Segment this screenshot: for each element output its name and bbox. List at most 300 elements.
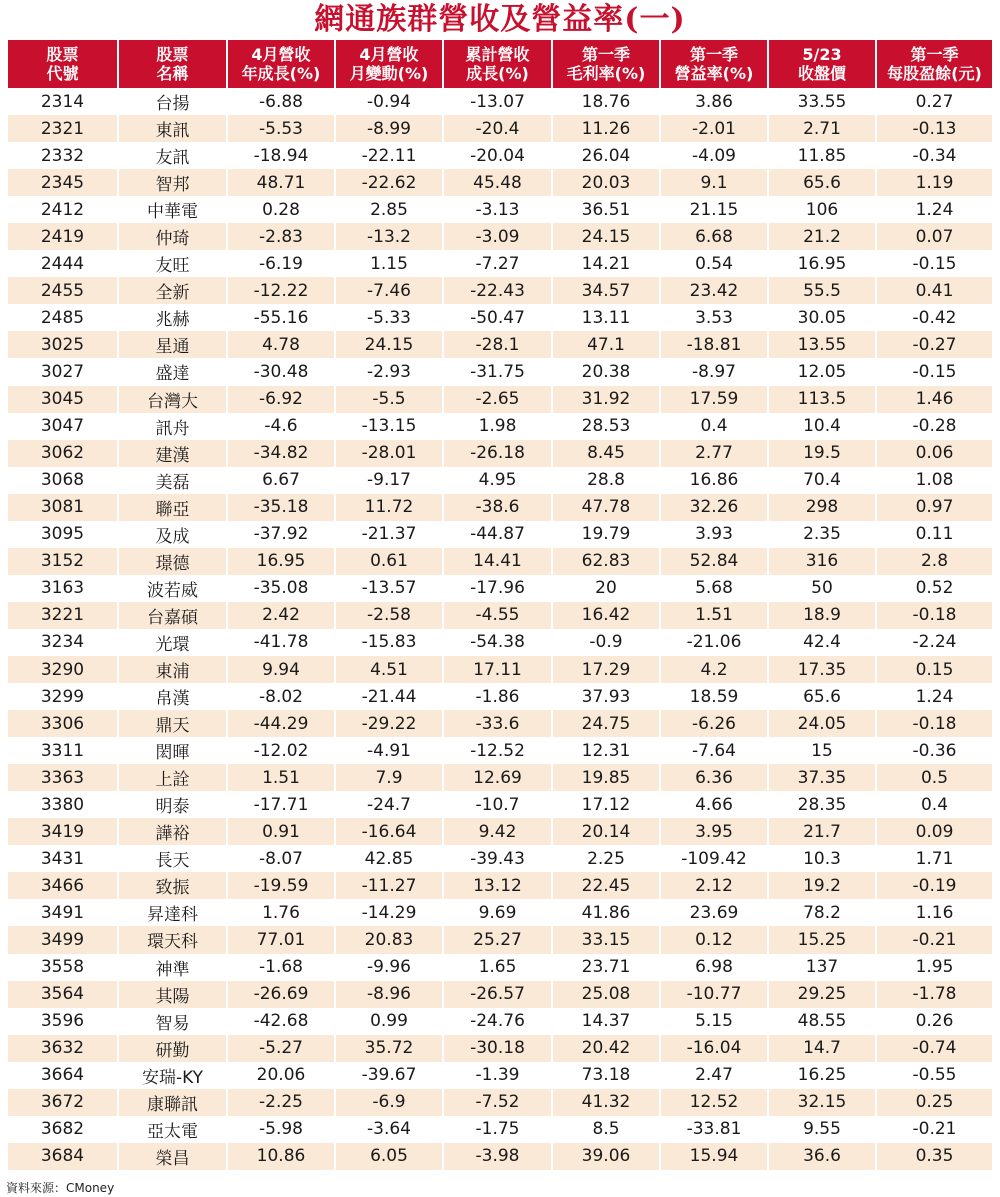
cell-stock-name: 友旺 [118,250,227,277]
table-row [8,764,992,791]
cell-april-revenue-yoy: -5.98 [227,1116,335,1143]
cell-q1-operating-margin: 2.12 [660,872,768,899]
cell-april-revenue-yoy: 4.78 [227,331,335,358]
cell-cumulative-revenue-growth: -1.39 [443,1062,552,1089]
cell-cumulative-revenue-growth: -7.27 [443,250,552,277]
cell-q1-eps: -1.78 [876,981,992,1008]
cell-april-revenue-yoy: -12.22 [227,277,335,304]
cell-april-revenue-mom: -22.62 [335,169,443,196]
cell-closing-price: 10.3 [768,845,876,872]
cell-stock-name: 及成 [118,521,227,548]
cell-stock-name: 台灣大 [118,386,227,413]
cell-april-revenue-yoy: -30.48 [227,358,335,385]
cell-cumulative-revenue-growth: -31.75 [443,358,552,385]
cell-stock-code: 3299 [40,686,85,707]
cell-stock-name: 昇達科 [118,899,227,926]
table-row [8,223,992,250]
cell-q1-eps: 0.15 [876,656,992,683]
cell-stock-name: 亞太電 [118,1116,227,1143]
cell-stock-code: 3221 [8,602,118,629]
cell-closing-price: 48.55 [768,1008,876,1035]
cell-q1-operating-margin: 16.86 [660,467,768,494]
table-row [8,1035,992,1062]
cell-closing-price: 13.55 [768,331,876,358]
header-closing-price: 5/23 收盤價 [768,40,876,88]
cell-stock-code: 3363 [8,764,118,791]
cell-stock-name: 美磊 [118,467,227,494]
cell-stock-code: 3499 [8,926,118,953]
cell-april-revenue-yoy: 48.71 [227,169,335,196]
cell-closing-price: 21.2 [768,223,876,250]
cell-april-revenue-mom: -14.29 [335,899,443,926]
cell-april-revenue-yoy: -2.25 [227,1089,335,1116]
cell-stock-code: 3025 [8,331,118,358]
cell-closing-price: 2.35 [768,521,876,548]
table-row [8,386,992,413]
table-header-row [8,40,992,88]
cell-april-revenue-yoy: 1.76 [227,899,335,926]
table-row [8,602,992,629]
cell-q1-operating-margin: 6.36 [660,764,768,791]
cell-stock-name: 上詮 [118,764,227,791]
cell-april-revenue-mom: 0.99 [335,1008,443,1035]
cell-q1-eps: 0.5 [876,764,992,791]
cell-april-revenue-yoy: 20.06 [227,1062,335,1089]
table-row [8,467,992,494]
table-row [8,737,992,764]
cell-cumulative-revenue-growth: -20.04 [443,142,552,169]
cell-q1-operating-margin: 52.84 [660,548,768,575]
cell-closing-price: 70.4 [768,467,876,494]
cell-closing-price: 15.25 [768,926,876,953]
cell-q1-gross-margin: 19.79 [552,521,660,548]
cell-stock-name: 明泰 [118,791,227,818]
cell-april-revenue-yoy: -6.92 [227,386,335,413]
cell-q1-operating-margin: 18.59 [660,683,768,710]
cell-q1-eps: 0.09 [876,818,992,845]
table-row [8,494,992,521]
cell-q1-gross-margin: 20 [552,575,660,602]
cell-stock-code: 3306 [8,710,118,737]
cell-april-revenue-mom: -0.94 [335,88,443,115]
cell-cumulative-revenue-growth: 45.48 [443,169,552,196]
cell-stock-code: 3380 [40,794,85,815]
cell-closing-price: 55.5 [768,277,876,304]
cell-april-revenue-mom: -13.15 [335,413,443,440]
cell-april-revenue-yoy: 9.94 [227,656,335,683]
cell-april-revenue-mom: -4.91 [335,737,443,764]
cell-q1-gross-margin: 16.42 [552,602,660,629]
cell-q1-gross-margin: 8.5 [552,1116,660,1143]
cell-q1-eps: 1.46 [876,386,992,413]
cell-q1-gross-margin: 20.14 [552,818,660,845]
cell-q1-gross-margin: 14.37 [552,1008,660,1035]
table-row [8,196,992,223]
cell-closing-price: 28.35 [768,791,876,818]
cell-stock-name: 帛漢 [118,683,227,710]
cell-april-revenue-yoy: -8.07 [227,845,335,872]
cell-cumulative-revenue-growth: -4.55 [443,602,552,629]
cell-q1-operating-margin: 3.86 [660,88,768,115]
cell-q1-operating-margin: -2.01 [660,115,768,142]
cell-cumulative-revenue-growth: 9.69 [443,899,552,926]
cell-stock-code: 2321 [8,115,118,142]
table-row [8,1143,992,1170]
cell-stock-name: 環天科 [118,926,227,953]
header-stock-code: 股票 代號 [8,40,118,88]
cell-cumulative-revenue-growth: -12.52 [443,737,552,764]
cell-closing-price: 11.85 [768,142,876,169]
cell-q1-gross-margin: 23.71 [552,954,660,981]
cell-april-revenue-yoy: -42.68 [227,1008,335,1035]
cell-stock-code: 3152 [8,548,118,575]
cell-q1-operating-margin: 32.26 [660,494,768,521]
cell-q1-operating-margin: 12.52 [660,1089,768,1116]
cell-q1-gross-margin: 41.32 [552,1089,660,1116]
cell-closing-price: 12.05 [768,358,876,385]
cell-q1-operating-margin: 4.66 [660,791,768,818]
cell-q1-eps: -0.18 [876,710,992,737]
table-row [8,413,992,440]
cell-q1-operating-margin: 23.42 [660,277,768,304]
table-row [8,656,992,683]
table-row [8,818,992,845]
header-q1-eps: 第一季 每股盈餘(元) [876,40,992,88]
cell-closing-price: 19.5 [768,440,876,467]
cell-q1-gross-margin: -0.9 [552,629,660,656]
cell-stock-code: 2412 [40,199,85,220]
cell-q1-operating-margin: 23.69 [660,899,768,926]
table-row [8,791,992,818]
cell-q1-eps: -0.27 [876,331,992,358]
cell-cumulative-revenue-growth: -22.43 [443,277,552,304]
cell-q1-eps: -2.24 [876,629,992,656]
cell-q1-eps: 0.06 [876,440,992,467]
cell-april-revenue-mom: -9.96 [335,954,443,981]
table-row [8,899,992,926]
cell-closing-price: 113.5 [768,386,876,413]
cell-q1-gross-margin: 24.15 [552,223,660,250]
cell-april-revenue-mom: 35.72 [335,1035,443,1062]
cell-q1-operating-margin: -18.81 [660,331,768,358]
cell-cumulative-revenue-growth: 1.65 [443,954,552,981]
cell-stock-name: 聯亞 [118,494,227,521]
cell-q1-eps: -0.36 [876,737,992,764]
cell-april-revenue-yoy: 6.67 [227,467,335,494]
cell-q1-operating-margin: 0.4 [660,413,768,440]
cell-april-revenue-yoy: -12.02 [227,737,335,764]
table-row [8,548,992,575]
cell-april-revenue-mom: -6.9 [335,1089,443,1116]
cell-q1-gross-margin: 37.93 [552,683,660,710]
table-row [8,575,992,602]
cell-cumulative-revenue-growth: -54.38 [443,629,552,656]
cell-april-revenue-mom: 11.72 [335,494,443,521]
cell-closing-price: 78.2 [768,899,876,926]
cell-q1-gross-margin: 73.18 [552,1062,660,1089]
table-row [8,277,992,304]
cell-cumulative-revenue-growth: 9.42 [443,818,552,845]
cell-q1-operating-margin: 9.1 [660,169,768,196]
cell-q1-operating-margin: 1.51 [660,602,768,629]
cell-closing-price: 9.55 [768,1116,876,1143]
cell-stock-code: 3045 [8,386,118,413]
cell-cumulative-revenue-growth: -30.18 [443,1035,552,1062]
source-note: 資料來源：CMoney [6,1181,115,1195]
header-stock-name: 股票 名稱 [118,40,227,88]
table-row [8,115,992,142]
cell-q1-operating-margin: 3.53 [660,304,768,331]
cell-q1-eps: 1.16 [876,899,992,926]
cell-stock-name: 長天 [118,845,227,872]
cell-q1-operating-margin: 5.15 [660,1008,768,1035]
cell-q1-eps: -0.13 [876,115,992,142]
cell-q1-gross-margin: 12.31 [552,737,660,764]
cell-cumulative-revenue-growth: -3.13 [443,196,552,223]
cell-q1-gross-margin: 13.11 [552,304,660,331]
cell-stock-name: 星通 [118,331,227,358]
cell-stock-code: 3047 [40,416,85,437]
cell-april-revenue-mom: 24.15 [335,331,443,358]
cell-stock-name: 譁裕 [118,818,227,845]
header-cumulative-revenue-growth: 累計營收 成長(%) [443,40,552,88]
cell-stock-code: 2419 [8,223,118,250]
cell-q1-gross-margin: 22.45 [552,872,660,899]
cell-q1-eps: -0.15 [876,250,992,277]
cell-stock-name: 盛達 [118,358,227,385]
cell-april-revenue-yoy: 16.95 [227,548,335,575]
cell-stock-code: 3682 [40,1119,85,1140]
cell-q1-eps: 2.8 [876,548,992,575]
cell-q1-eps: 0.27 [876,88,992,115]
cell-stock-code: 3290 [8,656,118,683]
cell-stock-code: 3311 [40,740,85,761]
cell-cumulative-revenue-growth: -24.76 [443,1008,552,1035]
cell-stock-code: 2485 [40,307,85,328]
cell-q1-gross-margin: 62.83 [552,548,660,575]
cell-cumulative-revenue-growth: -2.65 [443,386,552,413]
cell-q1-operating-margin: 17.59 [660,386,768,413]
cell-q1-eps: 0.35 [876,1143,992,1170]
cell-q1-operating-margin: 0.54 [660,250,768,277]
table-row [8,954,992,981]
cell-april-revenue-yoy: -34.82 [227,440,335,467]
cell-stock-name: 閎暉 [118,737,227,764]
cell-cumulative-revenue-growth: -17.96 [443,575,552,602]
cell-stock-code: 2345 [8,169,118,196]
cell-cumulative-revenue-growth: 25.27 [443,926,552,953]
cell-april-revenue-yoy: 0.28 [227,196,335,223]
cell-stock-name: 其陽 [118,981,227,1008]
cell-q1-eps: -0.34 [876,142,992,169]
cell-stock-name: 東訊 [118,115,227,142]
cell-cumulative-revenue-growth: -26.18 [443,440,552,467]
cell-q1-gross-margin: 34.57 [552,277,660,304]
cell-april-revenue-yoy: -4.6 [227,413,335,440]
cell-stock-name: 訊舟 [118,413,227,440]
table-row [8,1116,992,1143]
cell-cumulative-revenue-growth: 17.11 [443,656,552,683]
cell-q1-operating-margin: -109.42 [660,845,768,872]
cell-stock-name: 仲琦 [118,223,227,250]
cell-stock-name: 研勤 [118,1035,227,1062]
cell-closing-price: 29.25 [768,981,876,1008]
stock-table [8,40,992,1170]
cell-cumulative-revenue-growth: -3.98 [443,1143,552,1170]
cell-closing-price: 16.95 [768,250,876,277]
cell-april-revenue-mom: -9.17 [335,467,443,494]
cell-q1-gross-margin: 20.38 [552,358,660,385]
table-row [8,926,992,953]
cell-april-revenue-mom: 4.51 [335,656,443,683]
table-row [8,1062,992,1089]
cell-april-revenue-mom: -28.01 [335,440,443,467]
cell-cumulative-revenue-growth: -28.1 [443,331,552,358]
cell-stock-code: 3062 [8,440,118,467]
cell-q1-gross-margin: 31.92 [552,386,660,413]
cell-april-revenue-mom: -8.96 [335,981,443,1008]
cell-q1-eps: -0.55 [876,1062,992,1089]
cell-closing-price: 17.35 [768,656,876,683]
table-row [8,710,992,737]
cell-stock-code: 2455 [8,277,118,304]
cell-closing-price: 37.35 [768,764,876,791]
cell-april-revenue-mom: -7.46 [335,277,443,304]
cell-q1-operating-margin: 4.2 [660,656,768,683]
cell-closing-price: 137 [768,954,876,981]
cell-april-revenue-mom: -8.99 [335,115,443,142]
cell-april-revenue-mom: -11.27 [335,872,443,899]
cell-q1-eps: -0.28 [876,413,992,440]
cell-cumulative-revenue-growth: -44.87 [443,521,552,548]
cell-stock-code: 2332 [40,145,85,166]
cell-q1-eps: 0.26 [876,1008,992,1035]
table-row [8,1008,992,1035]
cell-q1-eps: 0.07 [876,223,992,250]
cell-cumulative-revenue-growth: 13.12 [443,872,552,899]
cell-stock-code: 3027 [40,361,85,382]
cell-q1-gross-margin: 18.76 [552,88,660,115]
cell-april-revenue-yoy: 77.01 [227,926,335,953]
cell-q1-operating-margin: 21.15 [660,196,768,223]
header-april-revenue-yoy: 4月營收 年成長(%) [227,40,335,88]
cell-stock-name: 光環 [118,629,227,656]
cell-stock-code: 2444 [40,253,85,274]
cell-q1-operating-margin: -8.97 [660,358,768,385]
cell-q1-operating-margin: 6.68 [660,223,768,250]
cell-stock-name: 兆赫 [118,304,227,331]
cell-cumulative-revenue-growth: 4.95 [443,467,552,494]
cell-closing-price: 65.6 [768,683,876,710]
cell-april-revenue-mom: 42.85 [335,845,443,872]
cell-april-revenue-mom: -2.93 [335,358,443,385]
table-row [8,304,992,331]
cell-closing-price: 21.7 [768,818,876,845]
cell-q1-operating-margin: -4.09 [660,142,768,169]
page-title: 網通族群營收及營益率(一) [314,2,686,37]
cell-april-revenue-yoy: -6.19 [227,250,335,277]
cell-cumulative-revenue-growth: -10.7 [443,791,552,818]
cell-q1-eps: -0.15 [876,358,992,385]
cell-closing-price: 18.9 [768,602,876,629]
cell-q1-gross-margin: 2.25 [552,845,660,872]
cell-q1-gross-margin: 47.1 [552,331,660,358]
cell-q1-operating-margin: -6.26 [660,710,768,737]
cell-april-revenue-mom: -39.67 [335,1062,443,1089]
cell-q1-gross-margin: 28.8 [552,467,660,494]
cell-april-revenue-mom: 0.61 [335,548,443,575]
cell-q1-gross-margin: 47.78 [552,494,660,521]
cell-stock-code: 3684 [8,1143,118,1170]
cell-april-revenue-yoy: -41.78 [227,629,335,656]
header-q1-gross-margin: 第一季 毛利率(%) [552,40,660,88]
cell-stock-code: 3491 [40,902,85,923]
cell-april-revenue-mom: -3.64 [335,1116,443,1143]
cell-closing-price: 10.4 [768,413,876,440]
cell-q1-eps: -0.42 [876,304,992,331]
cell-q1-eps: 1.24 [876,196,992,223]
cell-stock-name: 璟德 [118,548,227,575]
cell-april-revenue-mom: 20.83 [335,926,443,953]
cell-q1-gross-margin: 36.51 [552,196,660,223]
table-row [8,142,992,169]
cell-closing-price: 16.25 [768,1062,876,1089]
cell-april-revenue-yoy: 0.91 [227,818,335,845]
cell-q1-eps: -0.18 [876,602,992,629]
cell-q1-eps: 0.41 [876,277,992,304]
header-april-revenue-mom: 4月營收 月變動(%) [335,40,443,88]
cell-stock-code: 3419 [8,818,118,845]
cell-april-revenue-yoy: 1.51 [227,764,335,791]
cell-april-revenue-mom: -21.44 [335,683,443,710]
table-row [8,88,992,115]
cell-closing-price: 50 [768,575,876,602]
cell-april-revenue-yoy: -1.68 [227,954,335,981]
cell-april-revenue-yoy: -18.94 [227,142,335,169]
cell-april-revenue-mom: -24.7 [335,791,443,818]
cell-q1-operating-margin: 0.12 [660,926,768,953]
cell-closing-price: 32.15 [768,1089,876,1116]
cell-stock-name: 友訊 [118,142,227,169]
cell-cumulative-revenue-growth: 14.41 [443,548,552,575]
cell-q1-operating-margin: 3.95 [660,818,768,845]
cell-stock-name: 波若威 [118,575,227,602]
cell-stock-code: 3081 [8,494,118,521]
cell-cumulative-revenue-growth: 1.98 [443,413,552,440]
cell-q1-gross-margin: 20.03 [552,169,660,196]
cell-stock-name: 智邦 [118,169,227,196]
cell-april-revenue-yoy: -5.53 [227,115,335,142]
cell-q1-operating-margin: -33.81 [660,1116,768,1143]
cell-q1-gross-margin: 17.12 [552,791,660,818]
cell-april-revenue-mom: -15.83 [335,629,443,656]
cell-closing-price: 33.55 [768,88,876,115]
cell-cumulative-revenue-growth: -1.75 [443,1116,552,1143]
cell-closing-price: 19.2 [768,872,876,899]
cell-q1-gross-margin: 28.53 [552,413,660,440]
cell-closing-price: 24.05 [768,710,876,737]
cell-closing-price: 106 [768,196,876,223]
cell-cumulative-revenue-growth: -3.09 [443,223,552,250]
cell-q1-eps: 0.97 [876,494,992,521]
cell-cumulative-revenue-growth: -26.57 [443,981,552,1008]
cell-stock-code: 3431 [40,848,85,869]
cell-april-revenue-mom: -2.58 [335,602,443,629]
cell-q1-eps: 0.52 [876,575,992,602]
cell-q1-gross-margin: 33.15 [552,926,660,953]
cell-closing-price: 2.71 [768,115,876,142]
cell-q1-gross-margin: 19.85 [552,764,660,791]
